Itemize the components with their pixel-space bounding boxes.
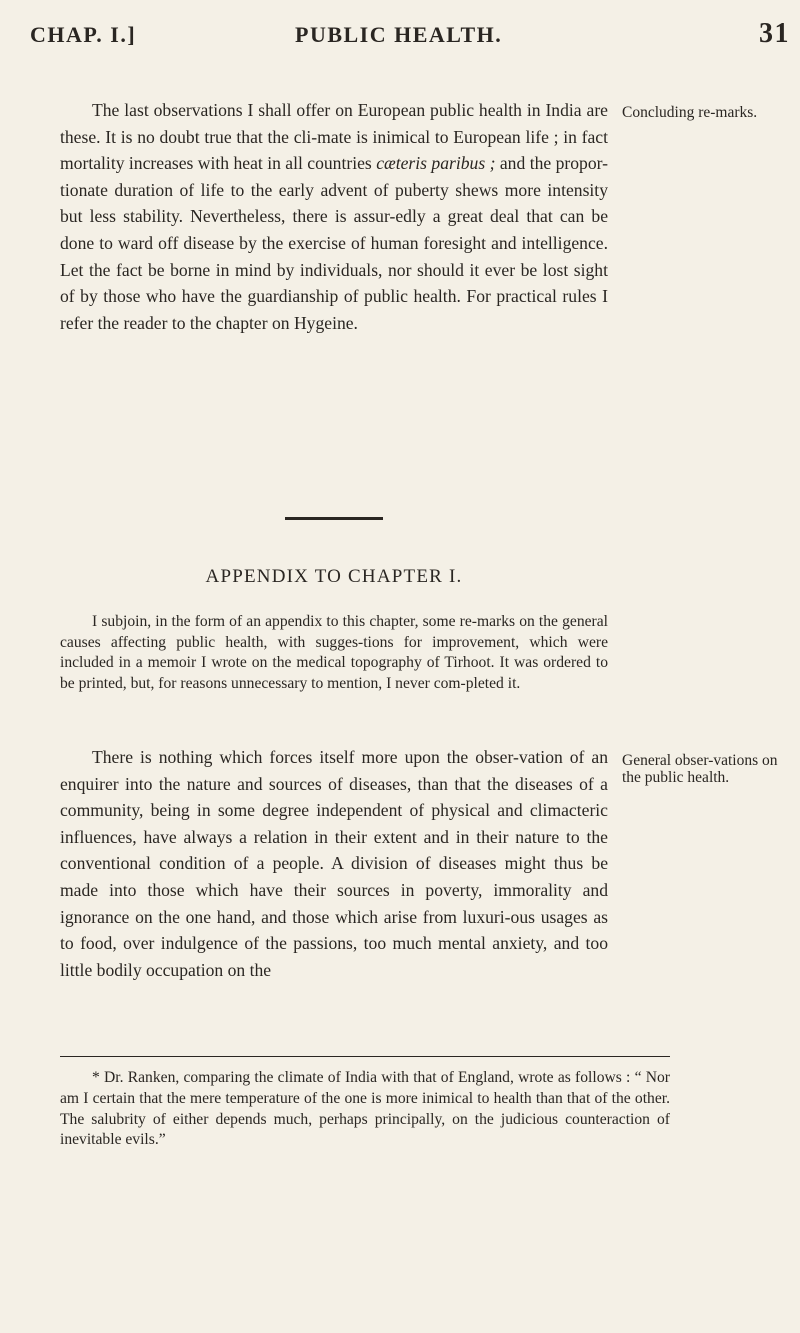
paragraph-text: and the propor-tionate duration of life to the early advent of puberty shews more intensity but less stability. Nevertheless, there is assur-edly a great deal that can be done to ward off disease by the exercise of human foresight and intelligence. Let the fact be borne in mind by individuals, nor should it ever be lost sight of by those who have the guardianship of public health. For practical rules I refer the reader to the chapter on Hygeine. [60, 153, 609, 333]
section-divider [285, 517, 383, 520]
concluding-remarks-block [60, 97, 608, 336]
margin-note-general: General obser-vations on the public health. [622, 752, 778, 786]
appendix-heading: APPENDIX TO CHAPTER I. [205, 566, 463, 587]
general-observations-block [60, 744, 608, 983]
footnote: * Dr. Ranken, comparing the climate of India with that of England, wrote as follows : “ Nor am I certain that the mere temperature of the one is more inimical to health than that of the other. The salubrity of either depends much, perhaps principally, on the judicious counteraction of inevitable evils.” [60, 1069, 670, 1149]
running-title: PUBLIC HEALTH. [295, 22, 503, 47]
concluding-paragraph [60, 97, 608, 336]
latin-phrase: cæteris paribus ; [376, 153, 496, 174]
paragraph-text: The last observations I shall offer on European public health in India are these. It is no doubt true that the cli-mate is inimical to European life ; in fact mortality increases with heat in all countries [60, 100, 608, 174]
appendix-intro-paragraph: I subjoin, in the form of an appendix to this chapter, some re-marks on the general causes affecting public health, with sugges-tions for improvement, which were included in a memoir I wrote on the medical topography of Tirhoot. It was ordered to be printed, but, for reasons unnecessary to mention, I never com-pleted it. [60, 613, 608, 692]
appendix-intro-block [60, 612, 608, 694]
chapter-label: CHAP. I.] [30, 22, 137, 47]
page-number: 31 [759, 18, 790, 49]
running-header [30, 14, 790, 54]
general-observations-paragraph: There is nothing which forces itself more upon the obser-vation of an enquirer into the nature and sources of diseases, than that the diseases of a community, being in some degree independent of physical and climacteric influences, have always a relation in their extent and in their nature to the conventional condition of a people. A division of diseases might thus be made into those which have their sources in poverty, immorality and ignorance on the one hand, and those which arise from luxuri-ous usages as to food, over indulgence of the passions, too much mental anxiety, and too little bodily occupation on the [60, 747, 608, 980]
margin-note-concluding: Concluding re-marks. [622, 104, 758, 121]
footnote-rule [60, 1056, 670, 1057]
